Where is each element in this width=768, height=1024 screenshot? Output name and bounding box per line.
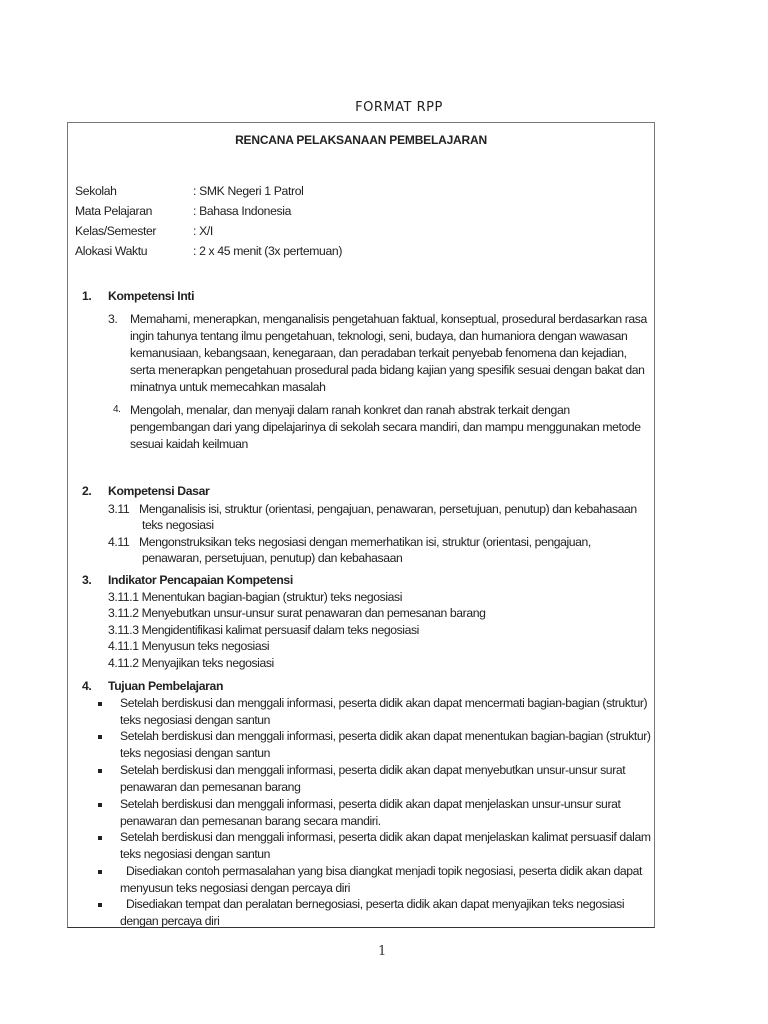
identity-label: Mata Pelajaran xyxy=(75,204,153,218)
bullet-icon xyxy=(98,702,102,706)
page-number: 1 xyxy=(378,944,387,959)
identity-row-alokasi xyxy=(75,244,342,258)
tujuan-item-line: Setelah berdiskusi dan menggali informasi, peserta didik akan dapat menjelaskan kalimat persuasif dalam xyxy=(120,830,651,844)
section-title: Kompetensi Dasar xyxy=(108,484,210,498)
ipk-item: 3.11.1 Menentukan bagian-bagian (struktur) teks negosiasi xyxy=(108,590,403,604)
rpp-frame xyxy=(67,122,655,928)
bullet-icon xyxy=(98,836,102,840)
ki-item-line: serta menerapkan pengetahuan prosedural pada bidang kajian yang spesifik sesuai dengan bakat dan xyxy=(130,363,645,377)
tujuan-item-line: menyusun teks negosiasi dengan percaya diri xyxy=(120,881,351,895)
ki-item-number: 4. xyxy=(113,404,121,415)
ki-item-line: pengembangan dari yang dipelajarinya di sekolah secara mandiri, dan mampu menggunakan metode xyxy=(130,420,641,434)
tujuan-item-line: Setelah berdiskusi dan menggali informasi, peserta didik akan dapat menentukan bagian-bagian (struktur) xyxy=(120,729,651,743)
tujuan-item-line: teks negosiasi dengan santun xyxy=(120,847,271,861)
bullet-icon xyxy=(98,735,102,739)
section-number: 3. xyxy=(82,573,92,587)
tujuan-item-line: penawaran dan pemesanan barang secara mandiri. xyxy=(120,814,381,828)
section-number: 2. xyxy=(82,484,92,498)
section-number: 4. xyxy=(82,679,92,693)
tujuan-item-line: dengan percaya diri xyxy=(120,914,220,928)
ki-item-line: kemanusiaan, kebangsaan, kenegaraan, dan peradaban terkait penyebab fenomena dan kejadian, xyxy=(130,346,627,360)
bullet-icon xyxy=(98,769,102,773)
section-title: Kompetensi Inti xyxy=(108,289,195,303)
ipk-item: 4.11.2 Menyajikan teks negosiasi xyxy=(108,656,274,670)
kd-item-line: Menganalisis isi, struktur (orientasi, pengajuan, penawaran, persetujuan, penutup) dan kebahasaan xyxy=(139,502,637,516)
tujuan-item-line: Setelah berdiskusi dan menggali informasi, peserta didik akan dapat mencermati bagian-bagian (struktur) xyxy=(120,696,648,710)
identity-row-sekolah xyxy=(75,184,304,198)
identity-value: : X/I xyxy=(193,224,213,238)
ki-item-line: minatnya untuk memecahkan masalah xyxy=(130,380,326,394)
section-title: Indikator Pencapaian Kompetensi xyxy=(108,573,293,587)
tujuan-item-line: Setelah berdiskusi dan menggali informasi, peserta didik akan dapat menjelaskan unsur-unsur surat xyxy=(120,797,621,811)
ki-item-line: Mengolah, menalar, dan menyaji dalam ranah konkret dan ranah abstrak terkait dengan xyxy=(130,403,570,417)
bullet-icon xyxy=(98,870,102,874)
ki-item-line: sesuai kaidah keilmuan xyxy=(130,437,248,451)
document-title: FORMAT RPP xyxy=(355,100,443,115)
section-title: Tujuan Pembelajaran xyxy=(108,679,224,693)
ipk-item: 3.11.3 Mengidentifikasi kalimat persuasif dalam teks negosiasi xyxy=(108,623,419,637)
ipk-item: 3.11.2 Menyebutkan unsur-unsur surat penawaran dan pemesanan barang xyxy=(108,606,486,620)
ki-item-line: Memahami, menerapkan, menganalisis pengetahuan faktual, konseptual, prosedural berdasarkan rasa xyxy=(130,312,647,326)
kd-item-line: teks negosiasi xyxy=(142,518,214,532)
identity-value: : 2 x 45 menit (3x pertemuan) xyxy=(193,244,343,258)
kd-item-number: 4.11 xyxy=(108,535,130,549)
tujuan-item-line: Setelah berdiskusi dan menggali informasi, peserta didik akan dapat menyebutkan unsur-unsur surat xyxy=(120,763,626,777)
identity-label: Alokasi Waktu xyxy=(75,244,148,258)
kd-item-number: 3.11 xyxy=(108,502,130,516)
identity-value: : SMK Negeri 1 Patrol xyxy=(193,184,304,198)
rpp-heading: RENCANA PELAKSANAAN PEMBELAJARAN xyxy=(235,133,487,147)
tujuan-item-line: teks negosiasi dengan santun xyxy=(120,746,271,760)
identity-label: Sekolah xyxy=(75,184,117,198)
section-heading-kd xyxy=(82,484,209,498)
bullet-icon xyxy=(98,803,102,807)
tujuan-item-line: penawaran dan pemesanan barang xyxy=(120,780,301,794)
kd-item-line: penawaran, persetujuan, penutup) dan kebahasaan xyxy=(142,551,403,565)
tujuan-item-line: teks negosiasi dengan santun xyxy=(120,713,271,727)
section-heading-tujuan xyxy=(82,679,223,693)
kd-item-line: Mengonstruksikan teks negosiasi dengan memerhatikan isi, struktur (orientasi, pengajuan, xyxy=(139,535,591,549)
identity-row-kelas xyxy=(75,224,213,238)
tujuan-item-line: Disediakan tempat dan peralatan bernegosiasi, peserta didik akan dapat menyajikan teks negosiasi xyxy=(120,897,625,911)
section-number: 1. xyxy=(82,289,92,303)
bullet-icon xyxy=(98,903,102,907)
identity-row-mapel xyxy=(75,204,291,218)
ki-item-line: ingin tahunya tentang ilmu pengetahuan, teknologi, seni, budaya, dan humaniora dengan wawasan xyxy=(130,329,628,343)
section-heading-ki xyxy=(82,289,194,303)
ipk-item: 4.11.1 Menyusun teks negosiasi xyxy=(108,639,270,653)
ki-item-number: 3. xyxy=(108,312,118,326)
identity-label: Kelas/Semester xyxy=(75,224,157,238)
identity-value: : Bahasa Indonesia xyxy=(193,204,292,218)
tujuan-item-line: Disediakan contoh permasalahan yang bisa diangkat menjadi topik negosiasi, peserta didik akan dapat xyxy=(120,864,642,878)
section-heading-ipk xyxy=(82,573,293,587)
